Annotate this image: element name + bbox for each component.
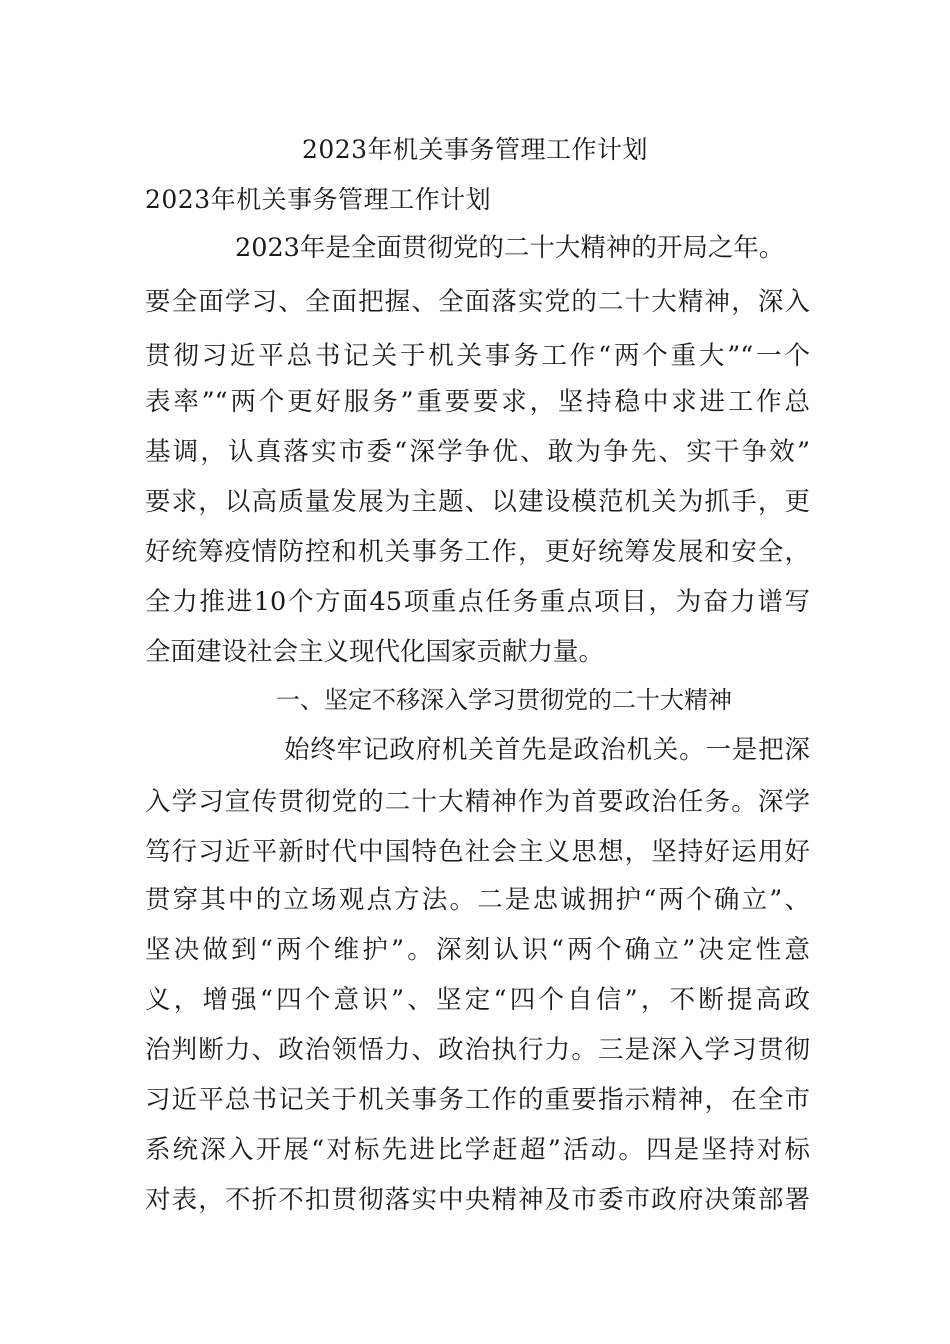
paragraph-line: 贯彻习近平总书记关于机关事务工作“两个重大”“一个 <box>145 341 810 371</box>
paragraph-line: 对表，不折不扣贯彻落实中央精神及市委市政府决策部署 <box>145 1185 810 1215</box>
paragraph-line: 始终牢记政府机关首先是政治机关。一是把深 <box>284 735 810 765</box>
paragraph-line: 笃行习近平新时代中国特色社会主义思想，坚持好运用好 <box>145 837 810 867</box>
paragraph-line: 基调，认真落实市委“深学争优、敢为争先、实干争效” <box>145 437 810 467</box>
document-subtitle: 2023年机关事务管理工作计划 <box>145 185 492 214</box>
paragraph-line: 义，增强“四个意识”、坚定“四个自信”，不断提高政 <box>145 985 810 1015</box>
paragraph-line: 坚决做到“两个维护”。深刻认识“两个确立”决定性意 <box>145 935 810 965</box>
paragraph-line: 全面建设社会主义现代化国家贡献力量。 <box>145 637 605 667</box>
paragraph-line: 要求，以高质量发展为主题、以建设模范机关为抓手，更 <box>145 487 810 517</box>
paragraph-line: 贯穿其中的立场观点方法。二是忠诚拥护“两个确立”、 <box>145 885 810 915</box>
paragraph-line: 表率”“两个更好服务”重要要求，坚持稳中求进工作总 <box>145 387 810 417</box>
paragraph-line: 治判断力、政治领悟力、政治执行力。三是深入学习贯彻 <box>145 1035 810 1065</box>
paragraph-line: 要全面学习、全面把握、全面落实党的二十大精神，深入 <box>145 287 810 317</box>
paragraph-line: 全力推进10个方面45项重点任务重点项目，为奋力谱写 <box>145 587 810 617</box>
paragraph-line: 入学习宣传贯彻党的二十大精神作为首要政治任务。深学 <box>145 787 810 817</box>
section-heading: 一、坚定不移深入学习贯彻党的二十大精神 <box>276 686 732 714</box>
paragraph-line: 系统深入开展“对标先进比学赶超”活动。四是坚持对标 <box>145 1135 810 1165</box>
paragraph-line: 习近平总书记关于机关事务工作的重要指示精神，在全市 <box>145 1085 810 1115</box>
paragraph-line: 2023年是全面贯彻党的二十大精神的开局之年。 <box>235 233 785 263</box>
paragraph-line: 好统筹疫情防控和机关事务工作，更好统筹发展和安全， <box>145 537 810 567</box>
document-title: 2023年机关事务管理工作计划 <box>301 135 649 164</box>
